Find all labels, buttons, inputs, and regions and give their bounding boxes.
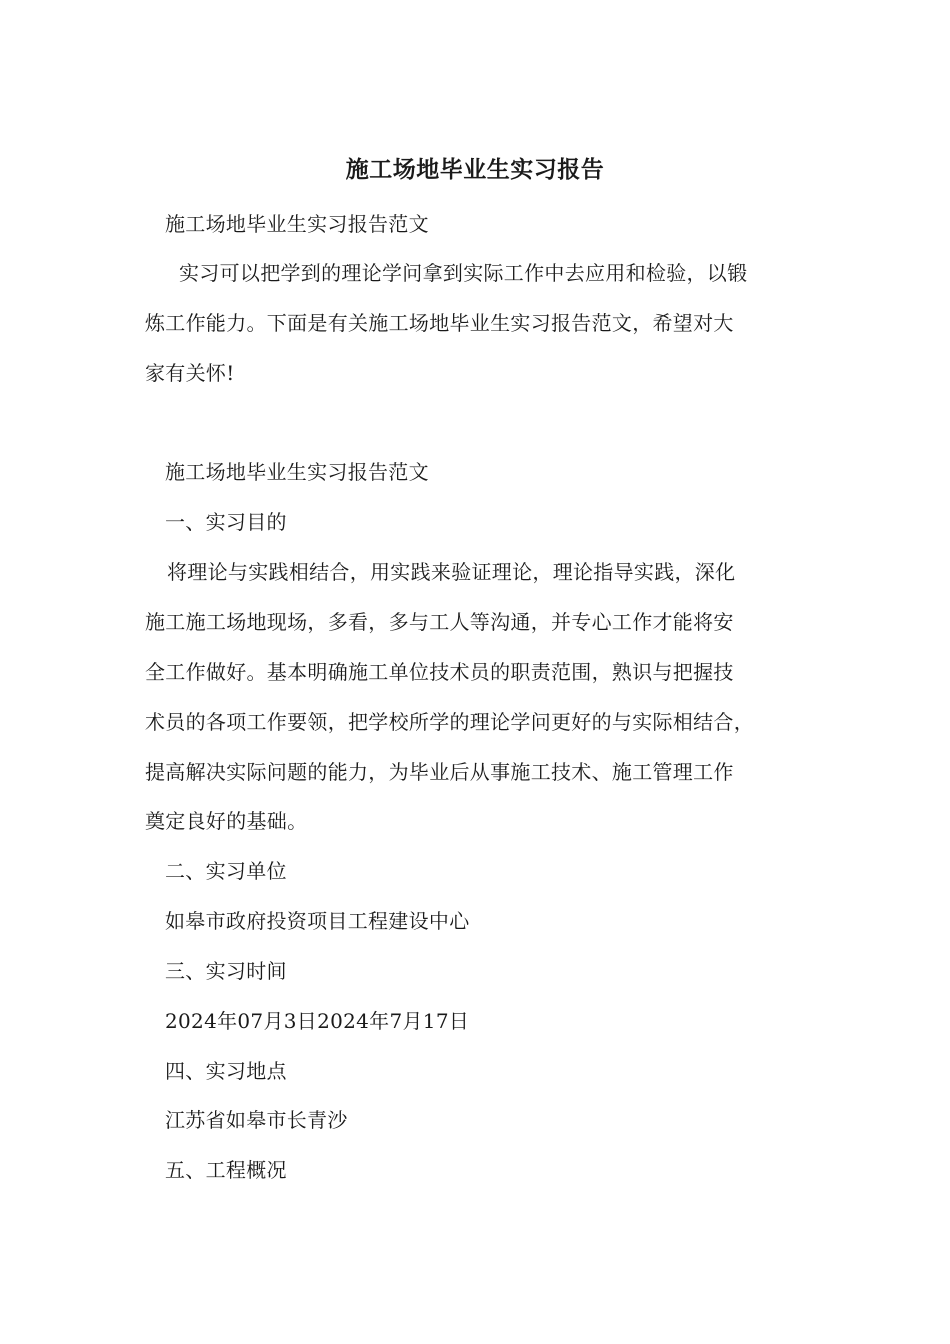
section-1-heading: 一、实习目的 <box>165 510 287 534</box>
section-2-heading: 二、实习单位 <box>165 859 287 883</box>
section-4-heading: 四、实习地点 <box>165 1059 287 1083</box>
intro-line-1: 实习可以把学到的理论学问拿到实际工作中去应用和检验，以锻 <box>179 261 748 285</box>
section-4-content: 江苏省如皋市长青沙 <box>165 1108 348 1132</box>
section-1-line-1: 将理论与实践相结合，用实践来验证理论，理论指导实践，深化 <box>167 560 736 584</box>
section-1-line-4: 术员的各项工作要领，把学校所学的理论学问更好的与实际相结合， <box>145 710 754 734</box>
section-1-line-6: 奠定良好的基础。 <box>145 809 308 833</box>
section-1-line-2: 施工施工场地现场，多看，多与工人等沟通，并专心工作才能将安 <box>145 610 734 634</box>
section-5-heading: 五、工程概况 <box>165 1158 287 1182</box>
section-3-heading: 三、实习时间 <box>165 959 287 983</box>
intro-line-2: 炼工作能力。下面是有关施工场地毕业生实习报告范文，希望对大 <box>145 311 734 335</box>
document-title: 施工场地毕业生实习报告 <box>345 156 605 183</box>
section-2-content: 如皋市政府投资项目工程建设中心 <box>165 909 470 933</box>
intro-line-3: 家有关怀! <box>145 361 235 385</box>
section-1-line-3: 全工作做好。基本明确施工单位技术员的职责范围，熟识与把握技 <box>145 660 734 684</box>
subtitle-1: 施工场地毕业生实习报告范文 <box>165 212 429 236</box>
subtitle-2: 施工场地毕业生实习报告范文 <box>165 460 429 484</box>
section-3-content: 2024年07月3日2024年7月17日 <box>165 1009 470 1033</box>
section-1-line-5: 提高解决实际问题的能力，为毕业后从事施工技术、施工管理工作 <box>145 760 734 784</box>
